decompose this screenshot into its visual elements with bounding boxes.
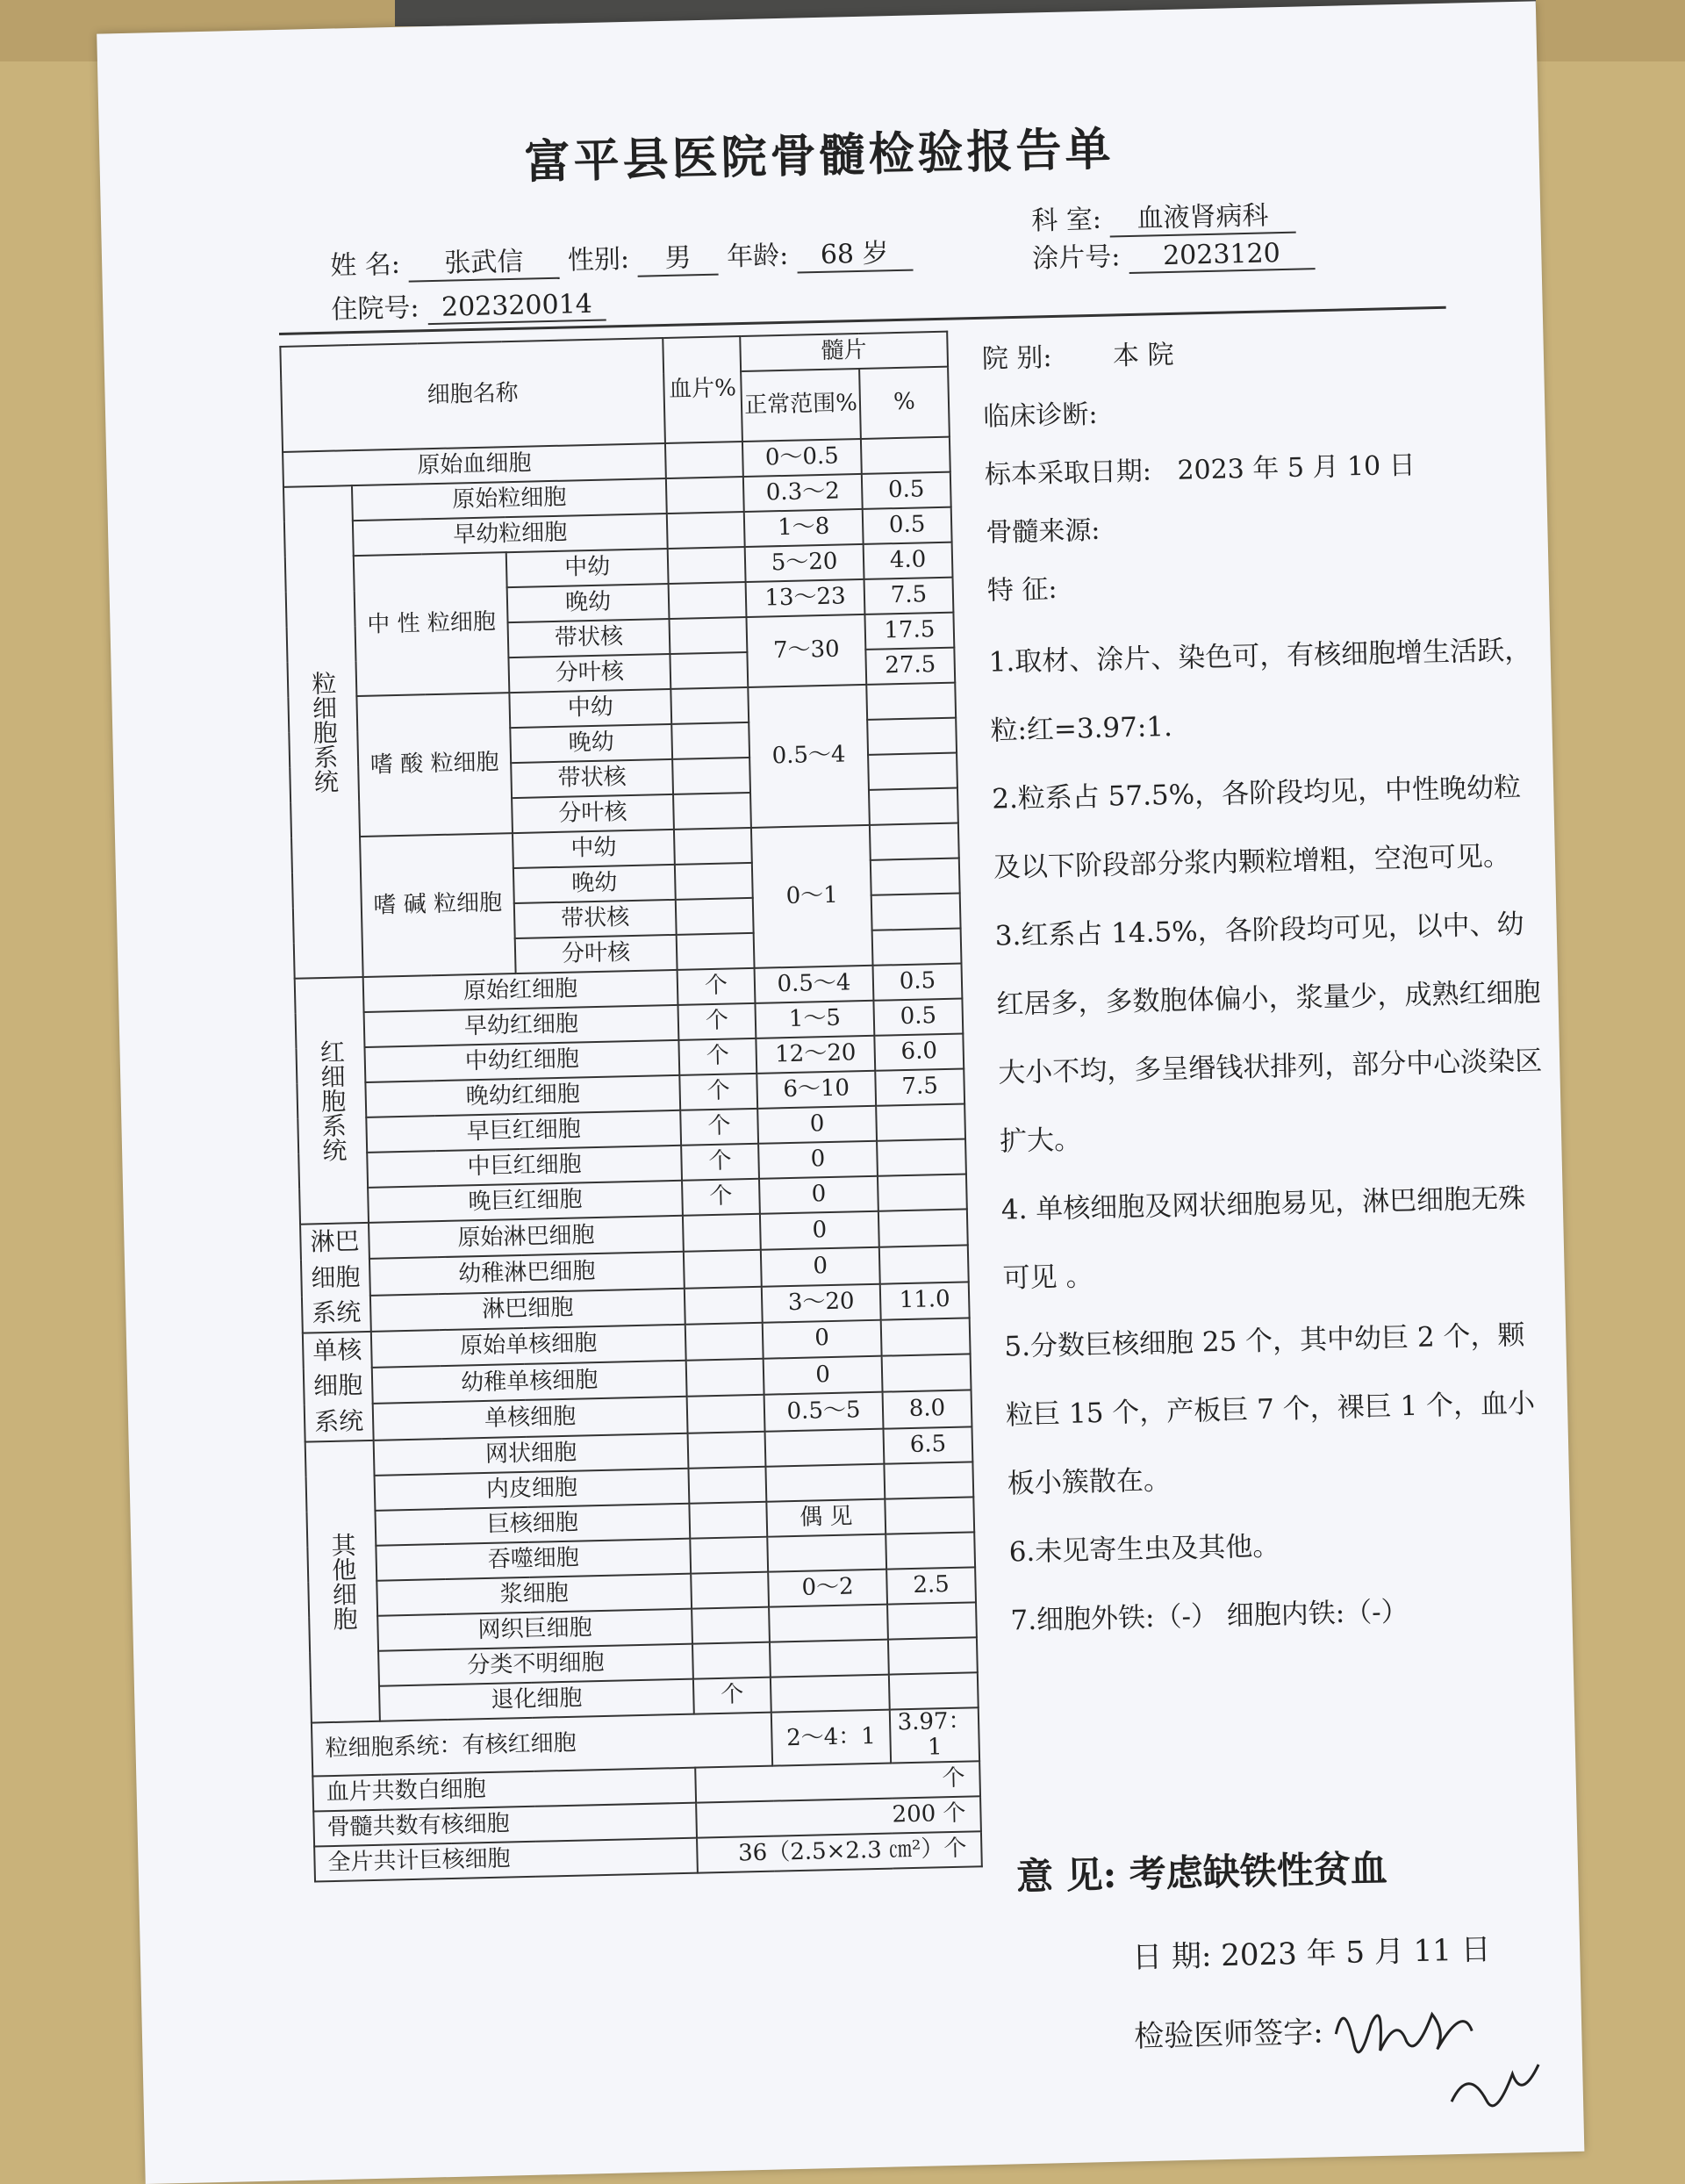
other-pct [889, 1672, 979, 1709]
ery-unit: 个 [678, 1038, 756, 1075]
other-unit [688, 1466, 766, 1503]
group-granulocyte: 粒细胞系统 [283, 485, 363, 979]
report-date-value: 2023 年 5 月 11 日 [1220, 1932, 1492, 1974]
ery-range: 1～5 [755, 1001, 874, 1038]
lymph-pct [879, 1246, 969, 1284]
ery-unit: 个 [679, 1074, 757, 1110]
row-eos-seg-pct [869, 788, 958, 825]
mono-blood [687, 1395, 765, 1433]
nucleated-count-label: 骨髓共数有核细胞 [313, 1803, 697, 1847]
row-neutro-myelocyte-name: 中幼 [506, 549, 669, 587]
other-name: 浆细胞 [376, 1573, 692, 1615]
report-date [1132, 1925, 1492, 1976]
sample-date-label: 标本采取日期: [984, 456, 1152, 491]
other-name: 巨核细胞 [375, 1503, 690, 1545]
lymph-blood [684, 1250, 762, 1288]
col-percent: % [859, 367, 950, 439]
row-eos-meta-pct [867, 718, 957, 755]
sample-date: 2023 年 5 月 10 日 [1177, 449, 1416, 486]
group-erythroid: 红细胞系统 [295, 977, 369, 1225]
ery-unit: 个 [678, 968, 756, 1005]
lymph-range: 0 [760, 1211, 879, 1250]
features-label: 特 征: [986, 573, 1058, 607]
megakaryocyte-total-label: 全片共计巨核细胞 [314, 1838, 698, 1882]
hospital-row [981, 327, 1526, 381]
smear-number: 2023120 [1129, 237, 1316, 274]
marrow-source-label: 骨髓来源: [985, 514, 1101, 549]
row-promyelocyte-pct: 0.5 [863, 507, 952, 544]
other-range [765, 1463, 885, 1501]
mono-pct [881, 1318, 971, 1356]
sample-date-row [984, 442, 1529, 497]
ery-pct [876, 1103, 965, 1140]
diagnosis-label: 临床诊断: [982, 399, 1098, 433]
other-unit [692, 1606, 770, 1643]
other-pct [888, 1637, 978, 1674]
handwritten-signature [1317, 1968, 1549, 2149]
name-label: 姓 名: [329, 248, 401, 282]
row-promyelocyte-blood [667, 512, 745, 549]
row-myeloblast-name: 原始粒细胞 [352, 478, 667, 521]
ery-pct: 0.5 [873, 999, 963, 1036]
mono-name: 单核细胞 [373, 1397, 688, 1440]
row-eos-band-name: 带状核 [511, 759, 673, 798]
feature-item: 1.取材、涂片、染色可，有核细胞增生活跃，粒:红=3.97:1. [988, 634, 1532, 747]
row-neutro-meta-name: 晚幼 [507, 584, 670, 622]
ratio-value: 3.97：1 [890, 1707, 979, 1764]
mono-name: 原始单核细胞 [371, 1325, 686, 1368]
ery-pct [878, 1174, 967, 1211]
nucleated-count-value: 200 个 [696, 1797, 981, 1838]
row-neutro-band-name: 带状核 [508, 619, 670, 657]
row-promyelocyte-name: 早幼粒细胞 [353, 514, 668, 556]
row-blast-pct [861, 437, 950, 474]
row-baso-seg-pct [872, 929, 962, 966]
group-lymphocyte: 淋巴细胞系统 [300, 1223, 371, 1333]
lymph-range: 0 [761, 1247, 880, 1286]
group-basophil: 嗜 碱 粒细胞 [360, 833, 516, 977]
other-unit [692, 1642, 771, 1678]
mono-name: 幼稚单核细胞 [372, 1361, 687, 1404]
ery-name: 晚巨红细胞 [368, 1181, 683, 1223]
admission-label: 住院号: [331, 292, 419, 326]
feature-item: 7.细胞外铁:（-） 细胞内铁:（-） [1010, 1596, 1409, 1637]
row-neutro-band-range: 7～30 [746, 614, 866, 687]
admission-number: 202320014 [427, 289, 607, 326]
row-myeloblast-pct: 0.5 [862, 472, 951, 509]
row-baso-range: 0～1 [751, 825, 873, 968]
row-baso-myelocyte-name: 中幼 [513, 830, 675, 868]
other-range [771, 1674, 890, 1712]
other-name: 网状细胞 [374, 1433, 689, 1475]
row-blast-blood [665, 442, 743, 478]
ery-range: 12～20 [756, 1036, 875, 1074]
row-neutro-meta-blood [669, 582, 747, 619]
signature-label: 检验医师签字: [1133, 2015, 1324, 2055]
ery-range: 0.5～4 [755, 966, 874, 1003]
row-eos-meta-blood [671, 722, 749, 759]
features-list [988, 616, 1555, 1656]
ery-unit: 个 [682, 1179, 760, 1216]
patient-age: 68 岁 [796, 231, 913, 274]
other-unit [689, 1501, 767, 1538]
row-baso-band-blood [676, 898, 754, 935]
other-pct [884, 1462, 973, 1498]
mono-blood [686, 1359, 764, 1397]
smear-label: 涂片号: [1031, 241, 1121, 275]
ery-range: 6～10 [756, 1071, 876, 1109]
patient-name: 张武信 [408, 239, 560, 283]
row-baso-meta-pct [871, 859, 960, 895]
ratio-normal: 2～4：1 [771, 1709, 891, 1766]
feature-item: 2.粒系占 57.5%，各阶段均见，中性晚幼粒及以下阶段部分浆内颗粒增粗，空泡可见。 [991, 772, 1522, 884]
col-blood-smear: 血片% [663, 336, 742, 443]
row-eos-range: 0.5～4 [748, 685, 870, 828]
mono-blood [685, 1323, 764, 1361]
row-baso-myelocyte-pct [870, 823, 959, 860]
row-baso-seg-name: 分叶核 [515, 935, 678, 973]
other-unit: 个 [693, 1677, 771, 1713]
megakaryocyte-total-value: 36（2.5×2.3 ㎝²）个 [697, 1832, 982, 1873]
row-neutro-seg-pct: 27.5 [865, 648, 955, 685]
other-range [769, 1604, 888, 1642]
other-unit [690, 1536, 768, 1573]
row-baso-band-name: 带状核 [514, 900, 677, 938]
other-name: 网织巨细胞 [377, 1608, 692, 1650]
admission-row [331, 282, 606, 327]
ery-range: 0 [757, 1106, 877, 1144]
name-row [330, 231, 913, 284]
mono-range: 0 [763, 1319, 882, 1358]
row-baso-meta-name: 晚幼 [513, 865, 676, 903]
dept-label: 科 室: [1030, 204, 1102, 237]
row-myeloblast-blood [666, 477, 744, 514]
other-pct: 6.5 [883, 1426, 972, 1463]
row-neutro-seg-blood [670, 652, 748, 689]
feature-item: 4. 单核细胞及网状细胞易见，淋巴细胞无殊可见 。 [1000, 1182, 1526, 1295]
other-name: 分类不明细胞 [378, 1643, 693, 1685]
row-blast-name: 原始血细胞 [283, 443, 666, 487]
department: 血液肾病科 [1109, 193, 1296, 238]
lymph-blood [685, 1286, 763, 1324]
lymph-range: 3～20 [762, 1283, 881, 1322]
row-baso-seg-blood [677, 933, 755, 970]
ery-name: 早巨红细胞 [366, 1110, 681, 1153]
report-date-label: 日 期: [1131, 1938, 1212, 1976]
feature-item: 3.红系占 14.5%，各阶段均可见，以中、幼红居多，多数胞体偏小，浆量少，成熟红细胞大小不均，多呈缗钱状排列，部分中心淡染区扩大。 [994, 908, 1543, 1158]
ery-unit: 个 [681, 1144, 759, 1181]
row-neutro-band-pct: 17.5 [864, 613, 954, 650]
ery-unit: 个 [678, 1003, 756, 1040]
row-neutro-myelocyte-range: 5～20 [745, 544, 864, 582]
lymph-name: 幼稚淋巴细胞 [369, 1252, 685, 1295]
row-baso-myelocyte-blood [674, 828, 752, 865]
ery-name: 原始红细胞 [363, 970, 678, 1012]
lymph-pct [878, 1209, 968, 1247]
ery-range: 0 [758, 1141, 878, 1179]
other-unit [688, 1431, 766, 1468]
row-eos-seg-name: 分叶核 [512, 794, 674, 833]
other-pct [887, 1602, 977, 1639]
ery-unit: 个 [680, 1109, 758, 1146]
row-neutro-band-blood [670, 617, 748, 654]
other-range [767, 1534, 886, 1571]
row-eos-meta-name: 晚幼 [510, 724, 672, 763]
other-name: 退化细胞 [379, 1678, 694, 1721]
age-label: 年龄: [726, 240, 789, 273]
lymph-blood [683, 1214, 761, 1252]
hospital-value: 本 院 [1112, 339, 1174, 372]
opinion-label: 意 见: [1015, 1852, 1117, 1899]
other-name: 吞噬细胞 [376, 1538, 691, 1580]
ery-name: 早幼红细胞 [364, 1005, 679, 1047]
group-other: 其他细胞 [305, 1440, 380, 1722]
row-myeloblast-range: 0.3～2 [743, 474, 863, 512]
row-neutro-myelocyte-pct: 4.0 [864, 542, 953, 579]
ery-pct: 0.5 [873, 964, 963, 1001]
mono-pct: 8.0 [883, 1390, 972, 1429]
sex-label: 性别: [567, 243, 630, 277]
row-eos-myelocyte-pct [866, 683, 956, 720]
lymph-pct: 11.0 [880, 1282, 970, 1320]
wbc-count-value: 个 [695, 1762, 980, 1803]
other-name: 内皮细胞 [375, 1468, 690, 1510]
ery-name: 中幼红细胞 [364, 1040, 679, 1082]
row-blast-range: 0～0.5 [742, 439, 862, 477]
row-neutro-seg-name: 分叶核 [508, 654, 670, 693]
ery-pct [877, 1139, 966, 1175]
col-normal-range: 正常范围% [741, 369, 861, 442]
row-eos-myelocyte-blood [670, 687, 749, 724]
other-range [765, 1428, 885, 1466]
lymph-name: 原始淋巴细胞 [369, 1216, 684, 1259]
row-promyelocyte-range: 1～8 [744, 509, 864, 547]
other-pct [885, 1497, 974, 1534]
report-sheet [97, 1, 1584, 2184]
ery-name: 晚幼红细胞 [365, 1075, 680, 1117]
other-range [770, 1639, 889, 1677]
group-neutrophil: 中 性 粒细胞 [354, 552, 510, 696]
cell-count-table [279, 331, 983, 1883]
row-eos-myelocyte-name: 中幼 [509, 689, 671, 728]
ery-name: 中巨红细胞 [367, 1146, 682, 1188]
col-cell-name: 细胞名称 [280, 338, 665, 452]
other-unit [691, 1571, 769, 1608]
group-monocyte: 单核细胞系统 [303, 1332, 374, 1442]
opinion [1015, 1840, 1387, 1901]
report-title: 富平县医院骨髓检验报告单 [523, 122, 1115, 190]
row-neutro-myelocyte-blood [668, 547, 746, 584]
row-neutro-meta-range: 13～23 [746, 579, 865, 617]
hospital-label: 院 别: [981, 342, 1052, 375]
row-baso-meta-blood [675, 863, 753, 900]
feature-item: 6.未见寄生虫及其他。 [1008, 1530, 1280, 1569]
opinion-text: 考虑缺铁性贫血 [1129, 1846, 1388, 1896]
other-range: 偶 见 [766, 1498, 886, 1536]
ery-pct: 7.5 [875, 1068, 964, 1105]
row-eos-band-pct [868, 753, 957, 790]
ratio-label: 粒细胞系统：有核红细胞 [312, 1712, 772, 1777]
group-eosinophil: 嗜 酸 粒细胞 [356, 693, 513, 837]
other-range: 0～2 [768, 1569, 887, 1606]
lymph-name: 淋巴细胞 [370, 1288, 685, 1331]
mono-range: 0.5～5 [764, 1392, 884, 1431]
ery-pct: 6.0 [874, 1034, 964, 1071]
mono-pct [882, 1354, 972, 1392]
wbc-count-label: 血片共数白细胞 [312, 1768, 696, 1812]
mono-range: 0 [764, 1356, 883, 1395]
smear-row [1032, 230, 1316, 276]
row-eos-band-blood [672, 758, 750, 794]
feature-item: 5.分数巨核细胞 25 个，其中幼巨 2 个，颗粒巨 15 个，产板巨 7 个，裸巨 1 个，血小板小簇散在。 [1004, 1319, 1536, 1500]
row-baso-band-pct [871, 894, 961, 930]
patient-sex: 男 [637, 235, 719, 277]
other-pct: 2.5 [886, 1567, 976, 1604]
row-eos-seg-blood [673, 793, 751, 830]
row-neutro-meta-pct: 7.5 [864, 578, 954, 614]
other-pct [886, 1532, 975, 1569]
col-marrow-smear: 髓片 [740, 332, 948, 371]
ery-range: 0 [759, 1176, 878, 1214]
